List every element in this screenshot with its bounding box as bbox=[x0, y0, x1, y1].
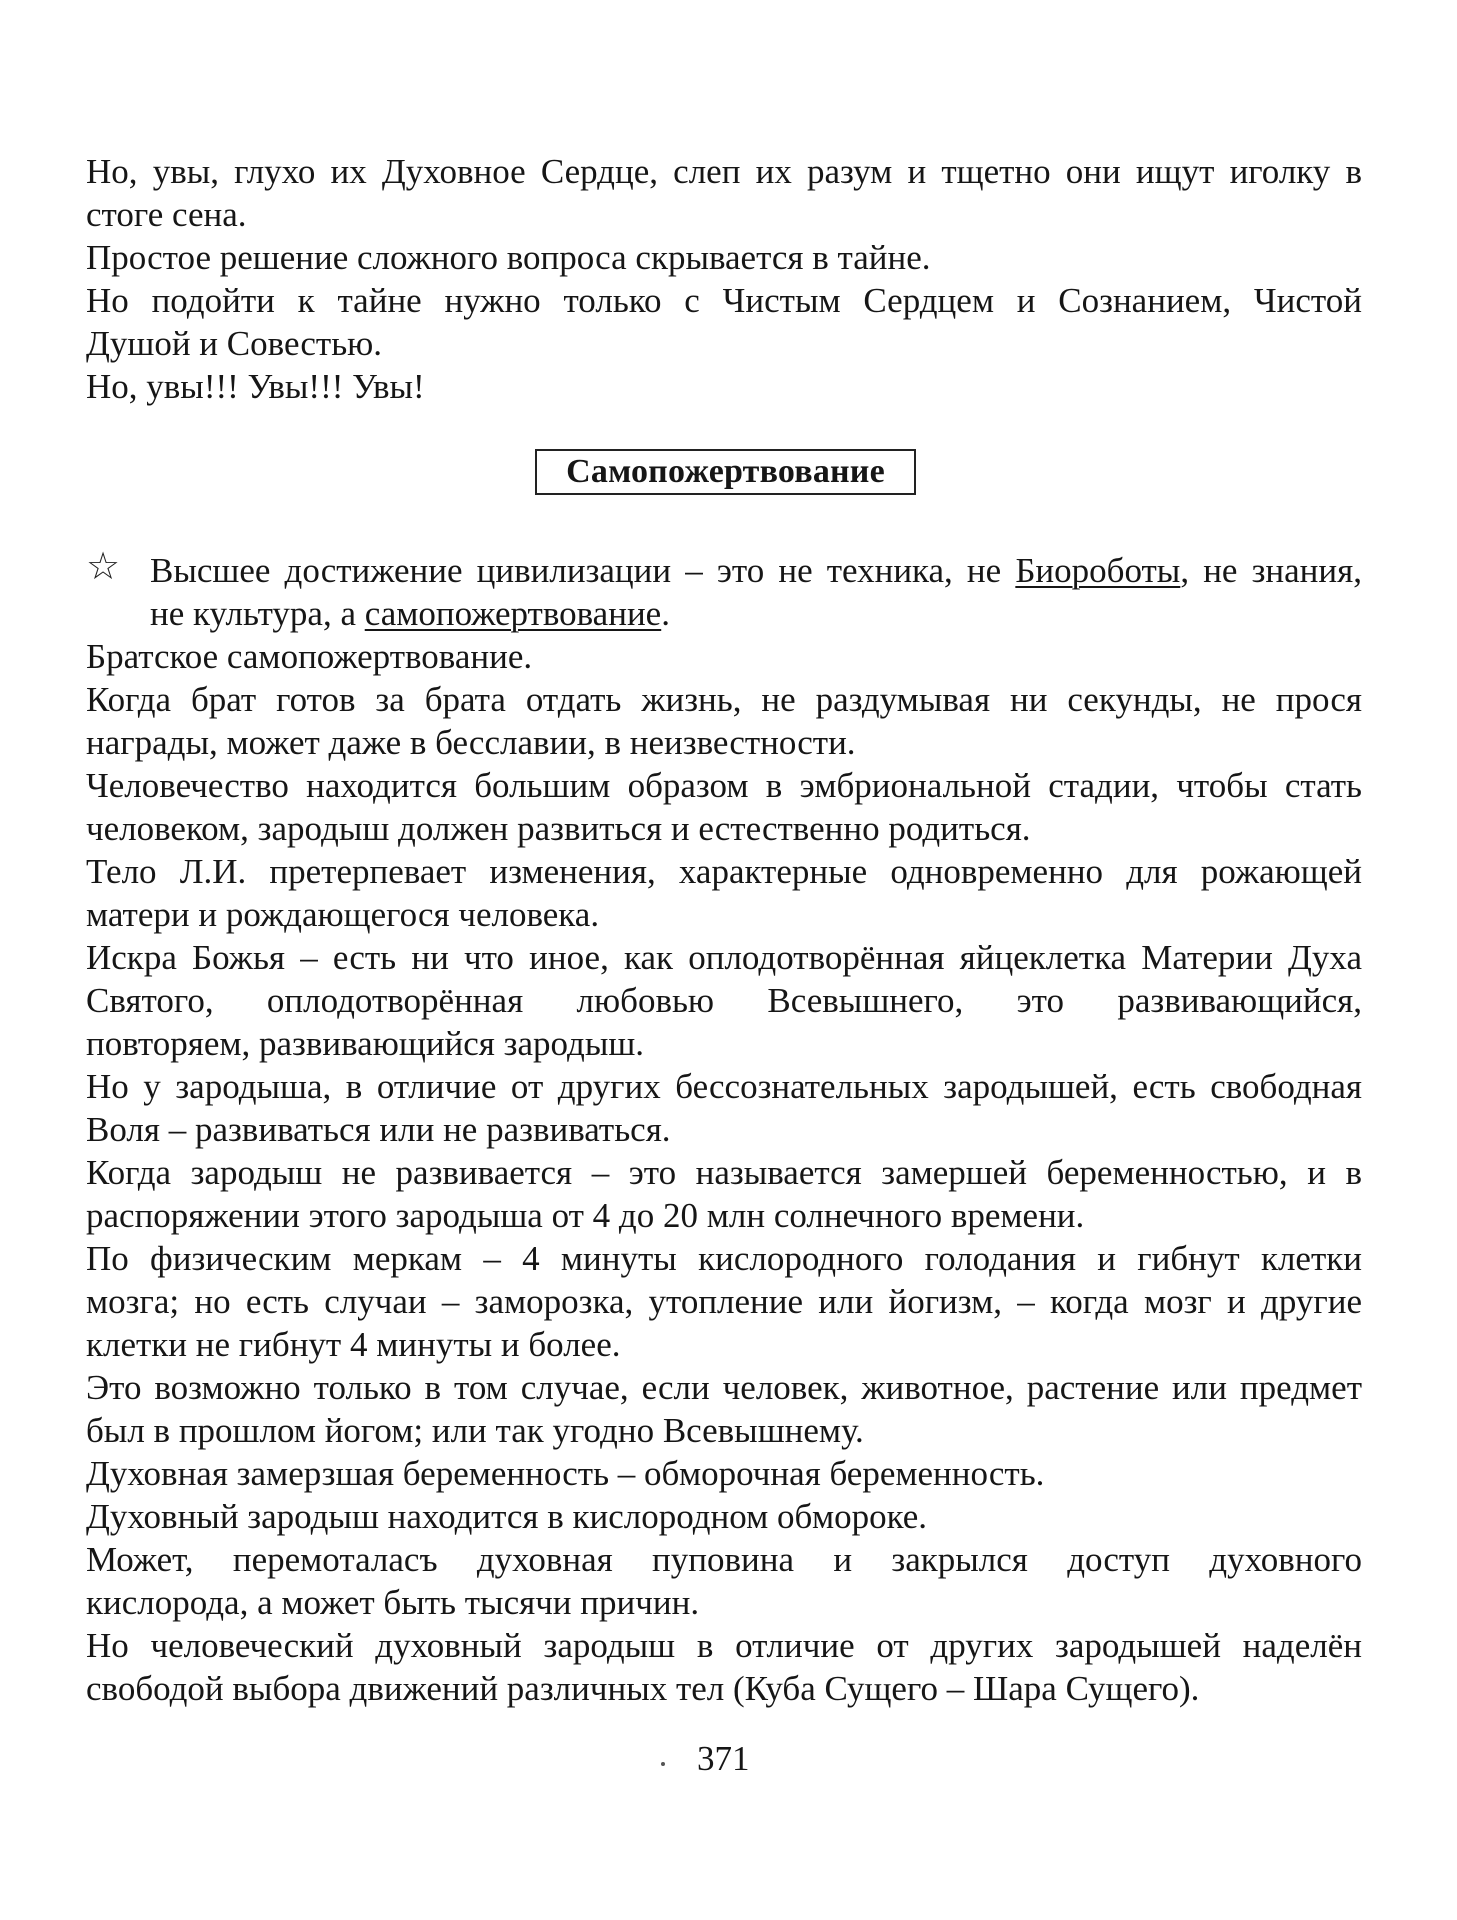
star-outline-icon: ☆ bbox=[86, 546, 121, 588]
text-line: человеком, зародыш должен развиться и естественно родиться. bbox=[86, 809, 1031, 848]
paragraph bbox=[86, 850, 1362, 936]
paragraph-list bbox=[86, 635, 1362, 1710]
text-line: награды, может даже в бесславии, в неизвестности. bbox=[86, 723, 856, 762]
text-line: Искра Божья – есть ни что иное, как оплодотворённая яйцеклетка Материи Духа bbox=[86, 938, 1362, 977]
text-line: Но человеческий духовный зародыш в отличие от других зародышей наделён bbox=[86, 1626, 1362, 1665]
page-dot bbox=[661, 1762, 665, 1766]
intro-paragraph-3 bbox=[86, 279, 1362, 365]
text-line: Человечество находится большим образом в эмбриональной стадии, чтобы стать bbox=[86, 766, 1362, 805]
samopozhertvovanie-link[interactable]: самопожертвование bbox=[364, 594, 662, 633]
text-line: матери и рождающегося человека. bbox=[86, 895, 600, 934]
text-line: Но подойти к тайне нужно только с Чистым Сердцем и Сознанием, Чистой bbox=[86, 281, 1362, 320]
intro-paragraph-1 bbox=[86, 150, 1362, 236]
text-line: свободой выбора движений различных тел (Куба Сущего – Шара Сущего). bbox=[86, 1669, 1200, 1708]
intro-paragraph-2 bbox=[86, 236, 1362, 279]
text-line: Братское самопожертвование. bbox=[86, 637, 533, 676]
text-line: По физическим меркам – 4 минуты кислородного голодания и гибнут клетки bbox=[86, 1239, 1362, 1278]
paragraph bbox=[86, 635, 1362, 678]
page-number: 371 bbox=[697, 1739, 750, 1778]
paragraph bbox=[86, 1495, 1362, 1538]
text-line: кислорода, а может быть тысячи причин. bbox=[86, 1583, 700, 1622]
intro-text bbox=[86, 150, 1362, 408]
paragraph bbox=[86, 1452, 1362, 1495]
text-line bbox=[150, 592, 1362, 635]
text-line: стоге сена. bbox=[86, 195, 247, 234]
bullet-text-b: , не знания, bbox=[1180, 551, 1362, 590]
paragraph bbox=[86, 764, 1362, 850]
paragraph bbox=[86, 1065, 1362, 1151]
bioroboty-link[interactable]: Биороботы bbox=[1015, 551, 1181, 590]
text-line: Духовный зародыш находится в кислородном обмороке. bbox=[86, 1497, 928, 1536]
paragraph bbox=[86, 1538, 1362, 1624]
text-line: Душой и Совестью. bbox=[86, 324, 383, 363]
text-line: Но, увы!!! Увы!!! Увы! bbox=[86, 367, 425, 406]
text-line: Тело Л.И. претерпевает изменения, характерные одновременно для рожающей bbox=[86, 852, 1362, 891]
text-line: Но, увы, глухо их Духовное Сердце, слеп их разум и тщетно они ищут иголку в bbox=[86, 152, 1362, 191]
text-line: мозга; но есть случаи – заморозка, утопление или йогизм, – когда мозг и другие bbox=[86, 1282, 1362, 1321]
text-line: Духовная замерзшая беременность – обморочная беременность. bbox=[86, 1454, 1045, 1493]
paragraph bbox=[86, 1624, 1362, 1710]
text-line: Но у зародыша, в отличие от других бессознательных зародышей, есть свободная bbox=[86, 1067, 1362, 1106]
main-text bbox=[86, 546, 1362, 1710]
paragraph bbox=[86, 936, 1362, 1065]
text-line: Это возможно только в том случае, если человек, животное, растение или предмет bbox=[86, 1368, 1362, 1407]
text-line bbox=[150, 549, 1362, 592]
bullet-text-d: . bbox=[661, 594, 670, 633]
section-title: Самопожертвование bbox=[566, 453, 885, 490]
section-title-box bbox=[535, 449, 916, 495]
text-line: Может, перемоталасъ духовная пуповина и закрылся доступ духовного bbox=[86, 1540, 1362, 1579]
text-line: Святого, оплодотворённая любовью Всевышнего, это развивающийся, bbox=[86, 981, 1362, 1020]
bullet-text-a: Высшее достижение цивилизации – это не техника, не bbox=[150, 551, 1016, 590]
bullet-paragraph bbox=[86, 546, 1362, 635]
text-line: Когда зародыш не развивается – это называется замершей беременностью, и в bbox=[86, 1153, 1362, 1192]
text-line: был в прошлом йогом; или так угодно Всевышнему. bbox=[86, 1411, 864, 1450]
paragraph bbox=[86, 1151, 1362, 1237]
text-line: Простое решение сложного вопроса скрывается в тайне. bbox=[86, 238, 931, 277]
text-line: клетки не гибнут 4 минуты и более. bbox=[86, 1325, 621, 1364]
paragraph bbox=[86, 1237, 1362, 1366]
paragraph bbox=[86, 1366, 1362, 1452]
text-line: Воля – развиваться или не развиваться. bbox=[86, 1110, 671, 1149]
bullet-text-c: не культура, а bbox=[150, 594, 365, 633]
text-line: распоряжении этого зародыша от 4 до 20 млн солнечного времени. bbox=[86, 1196, 1085, 1235]
intro-paragraph-4 bbox=[86, 365, 1362, 408]
text-line: Когда брат готов за брата отдать жизнь, не раздумывая ни секунды, не прося bbox=[86, 680, 1362, 719]
paragraph bbox=[86, 678, 1362, 764]
text-line: повторяем, развивающийся зародыш. bbox=[86, 1024, 645, 1063]
